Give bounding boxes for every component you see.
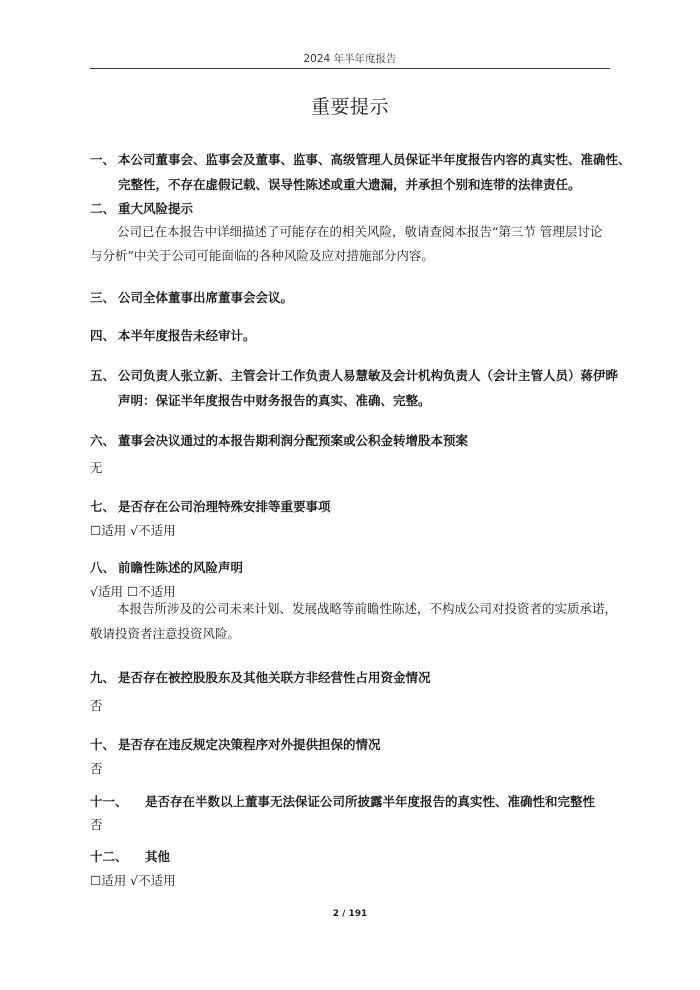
section-2-number: 二、 bbox=[90, 201, 116, 216]
section-4-text: 本半年度报告未经审计。 bbox=[118, 328, 256, 343]
section-10-number: 十、 bbox=[90, 737, 116, 752]
section-1-number: 一、 bbox=[90, 152, 116, 167]
page-footer-number: 2 / 191 bbox=[332, 909, 368, 919]
section-12-number: 十二、 bbox=[90, 849, 128, 864]
section-12-applicability: ☐适用 √不适用 bbox=[90, 873, 176, 888]
section-1-line2: 完整性，不存在虚假记载、误导性陈述或重大遗漏，并承担个别和连带的法律责任。 bbox=[118, 177, 581, 192]
section-4-number: 四、 bbox=[90, 328, 116, 343]
section-9-heading bbox=[90, 668, 431, 686]
section-3-number: 三、 bbox=[90, 290, 116, 305]
section-5-line2: 声明：保证半年度报告中财务报告的真实、准确、完整。 bbox=[118, 393, 431, 408]
section-6-heading bbox=[90, 431, 468, 449]
section-10-answer: 否 bbox=[90, 761, 103, 776]
section-9-title: 是否存在被控股股东及其他关联方非经营性占用资金情况 bbox=[118, 670, 431, 685]
section-2-body-line2: 与分析”中关于公司可能面临的各种风险及应对措施部分内容。 bbox=[90, 248, 434, 263]
section-7-number: 七、 bbox=[90, 499, 116, 514]
section-9-number: 九、 bbox=[90, 670, 116, 685]
section-8-applicability: √适用 ☐不适用 bbox=[90, 584, 176, 599]
section-7-title: 是否存在公司治理特殊安排等重要事项 bbox=[118, 499, 331, 514]
section-5-number: 五、 bbox=[90, 368, 116, 383]
section-8-body-line2: 敬请投资者注意投资风险。 bbox=[90, 626, 241, 641]
section-8-heading bbox=[90, 558, 243, 576]
section-5-line1: 公司负责人张立新、主管会计工作负责人易慧敏及会计机构负责人（会计主管人员）蒋伊晔 bbox=[118, 368, 619, 383]
section-8-title: 前瞻性陈述的风险声明 bbox=[118, 560, 244, 575]
section-12-heading bbox=[90, 847, 170, 865]
section-6-number: 六、 bbox=[90, 433, 116, 448]
section-11-heading bbox=[90, 792, 595, 810]
section-10-heading bbox=[90, 735, 381, 753]
section-10-title: 是否存在违反规定决策程序对外提供担保的情况 bbox=[118, 737, 381, 752]
page-header: 2024 年半年度报告 bbox=[303, 53, 397, 65]
section-12-title: 其他 bbox=[145, 849, 171, 864]
section-9-answer: 否 bbox=[90, 698, 103, 713]
section-11-number: 十一、 bbox=[90, 794, 128, 809]
section-11-title: 是否存在半数以上董事无法保证公司所披露半年度报告的真实性、准确性和完整性 bbox=[145, 794, 596, 809]
section-3 bbox=[90, 288, 293, 306]
section-2-title: 重大风险提示 bbox=[118, 201, 194, 216]
section-1 bbox=[90, 150, 631, 168]
section-8-body-line1: 本报告所涉及的公司未来计划、发展战略等前瞻性陈述，不构成公司对投资者的实质承诺， bbox=[117, 601, 618, 616]
section-7-applicability: ☐适用 √不适用 bbox=[90, 523, 176, 538]
section-8-number: 八、 bbox=[90, 560, 116, 575]
section-3-text: 公司全体董事出席董事会会议。 bbox=[118, 290, 294, 305]
section-2-body-line1: 公司已在本报告中详细描述了可能存在的相关风险，敬请查阅本报告“第三节 管理层讨论 bbox=[117, 224, 603, 239]
header-rule bbox=[90, 68, 610, 69]
section-7-heading bbox=[90, 497, 331, 515]
section-11-answer: 否 bbox=[90, 817, 103, 832]
section-2-heading bbox=[90, 199, 193, 217]
section-1-line1: 本公司董事会、监事会及董事、监事、高级管理人员保证半年度报告内容的真实性、准确性、 bbox=[118, 152, 631, 167]
section-5 bbox=[90, 366, 618, 384]
page-title: 重要提示 bbox=[310, 96, 389, 118]
section-6-title: 董事会决议通过的本报告期利润分配预案或公积金转增股本预案 bbox=[118, 433, 469, 448]
section-4 bbox=[90, 326, 256, 344]
section-6-answer: 无 bbox=[90, 460, 103, 475]
